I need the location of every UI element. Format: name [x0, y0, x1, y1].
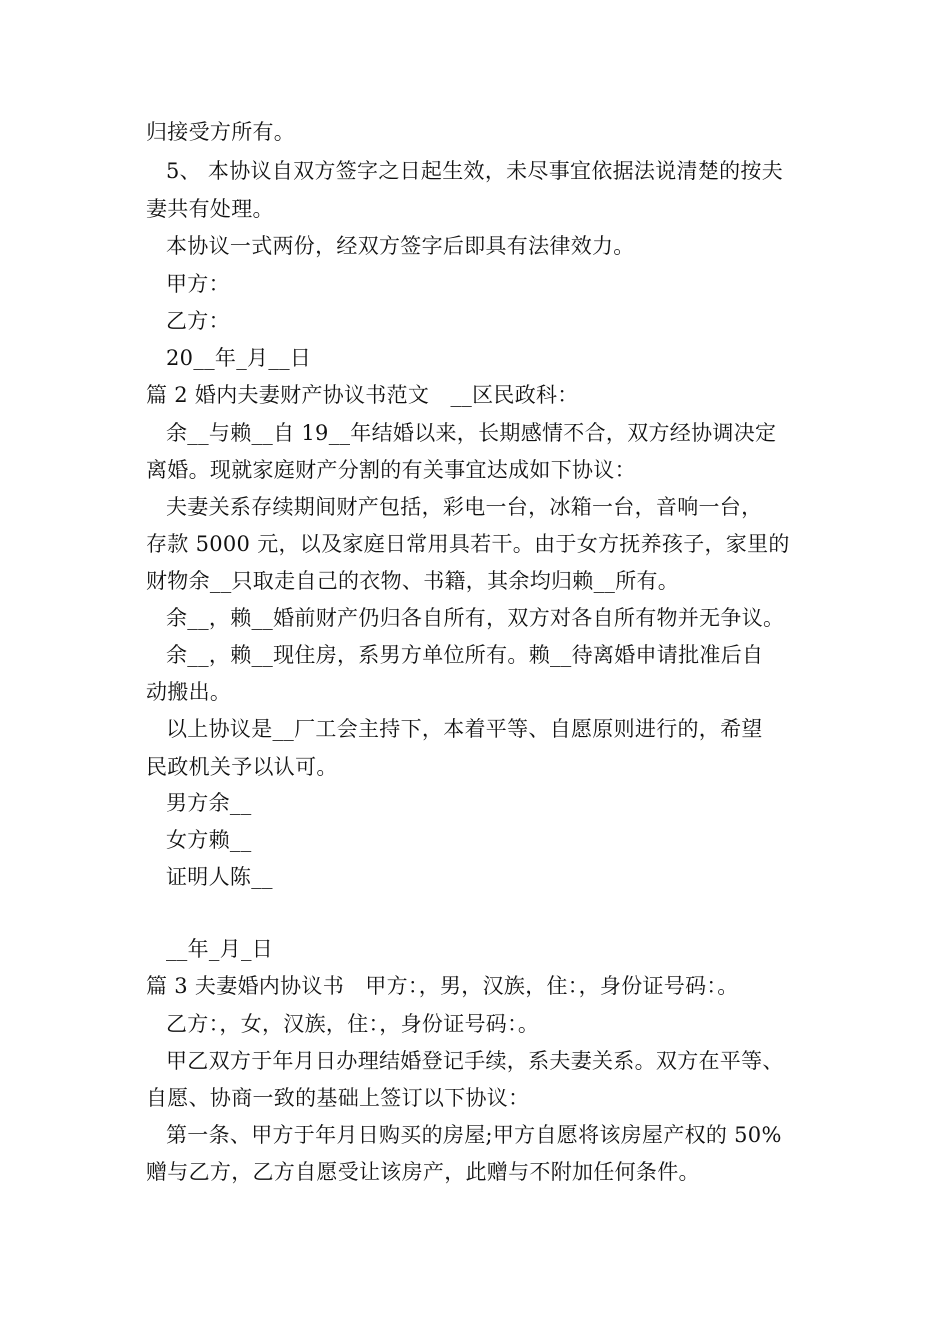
text-line: 本协议一式两份，经双方签字后即具有法律效力。 [166, 234, 635, 258]
text-line: 余__，赖__现住房，系男方单位所有。赖__待离婚申请批准后自 [166, 643, 764, 667]
text-line: 民政机关予以认可。 [146, 755, 338, 779]
text-line: 以上协议是__厂工会主持下，本着平等、自愿原则进行的，希望 [166, 717, 763, 741]
signature-line: 女方赖__ [166, 828, 252, 852]
section-heading: 篇 3 夫妻婚内协议书 甲方：，男，汉族，住：，身份证号码：。 [146, 974, 739, 998]
text-line: 自愿、协商一致的基础上签订以下协议： [146, 1086, 530, 1110]
signature-line: 男方余__ [166, 791, 252, 815]
date-line: __年_月_日 [166, 937, 274, 961]
text-line: 20__年_月__日 [166, 346, 312, 370]
text-line: 夫妻关系存续期间财产包括，彩电一台，冰箱一台，音响一台， [166, 495, 763, 519]
text-line: 乙方：，女，汉族，住：，身份证号码：。 [166, 1012, 540, 1036]
text-line: 归接受方所有。 [146, 120, 296, 144]
text-line: 财物余__只取走自己的衣物、书籍，其余均归赖__所有。 [146, 569, 680, 593]
text-line: 赠与乙方，乙方自愿受让该房产，此赠与不附加任何条件。 [146, 1160, 700, 1184]
text-line: 甲乙双方于年月日办理结婚登记手续，系夫妻关系。双方在平等、 [166, 1049, 784, 1073]
text-line: 离婚。现就家庭财产分割的有关事宜达成如下协议： [146, 458, 636, 482]
text-line: 余__，赖__婚前财产仍归各自所有，双方对各自所有物并无争议。 [166, 606, 785, 630]
text-line: 乙方： [166, 309, 230, 333]
text-line: 存款 5000 元，以及家庭日常用具若干。由于女方抚养孩子，家里的 [146, 532, 790, 556]
section-heading: 篇 2 婚内夫妻财产协议书范文 __区民政科： [146, 383, 579, 407]
text-line: 动搬出。 [146, 680, 232, 704]
text-line: 5、 本协议自双方签字之日起生效，未尽事宜依据法说清楚的按夫 [166, 159, 784, 183]
text-line: 妻共有处理。 [146, 197, 274, 221]
text-line: 第一条、甲方于年月日购买的房屋;甲方自愿将该房屋产权的 50% [166, 1123, 782, 1147]
text-line: 余__与赖__自 19__年结婚以来，长期感情不合，双方经协调决定 [166, 421, 777, 445]
text-line: 甲方： [166, 272, 230, 296]
signature-line: 证明人陈__ [166, 865, 273, 889]
